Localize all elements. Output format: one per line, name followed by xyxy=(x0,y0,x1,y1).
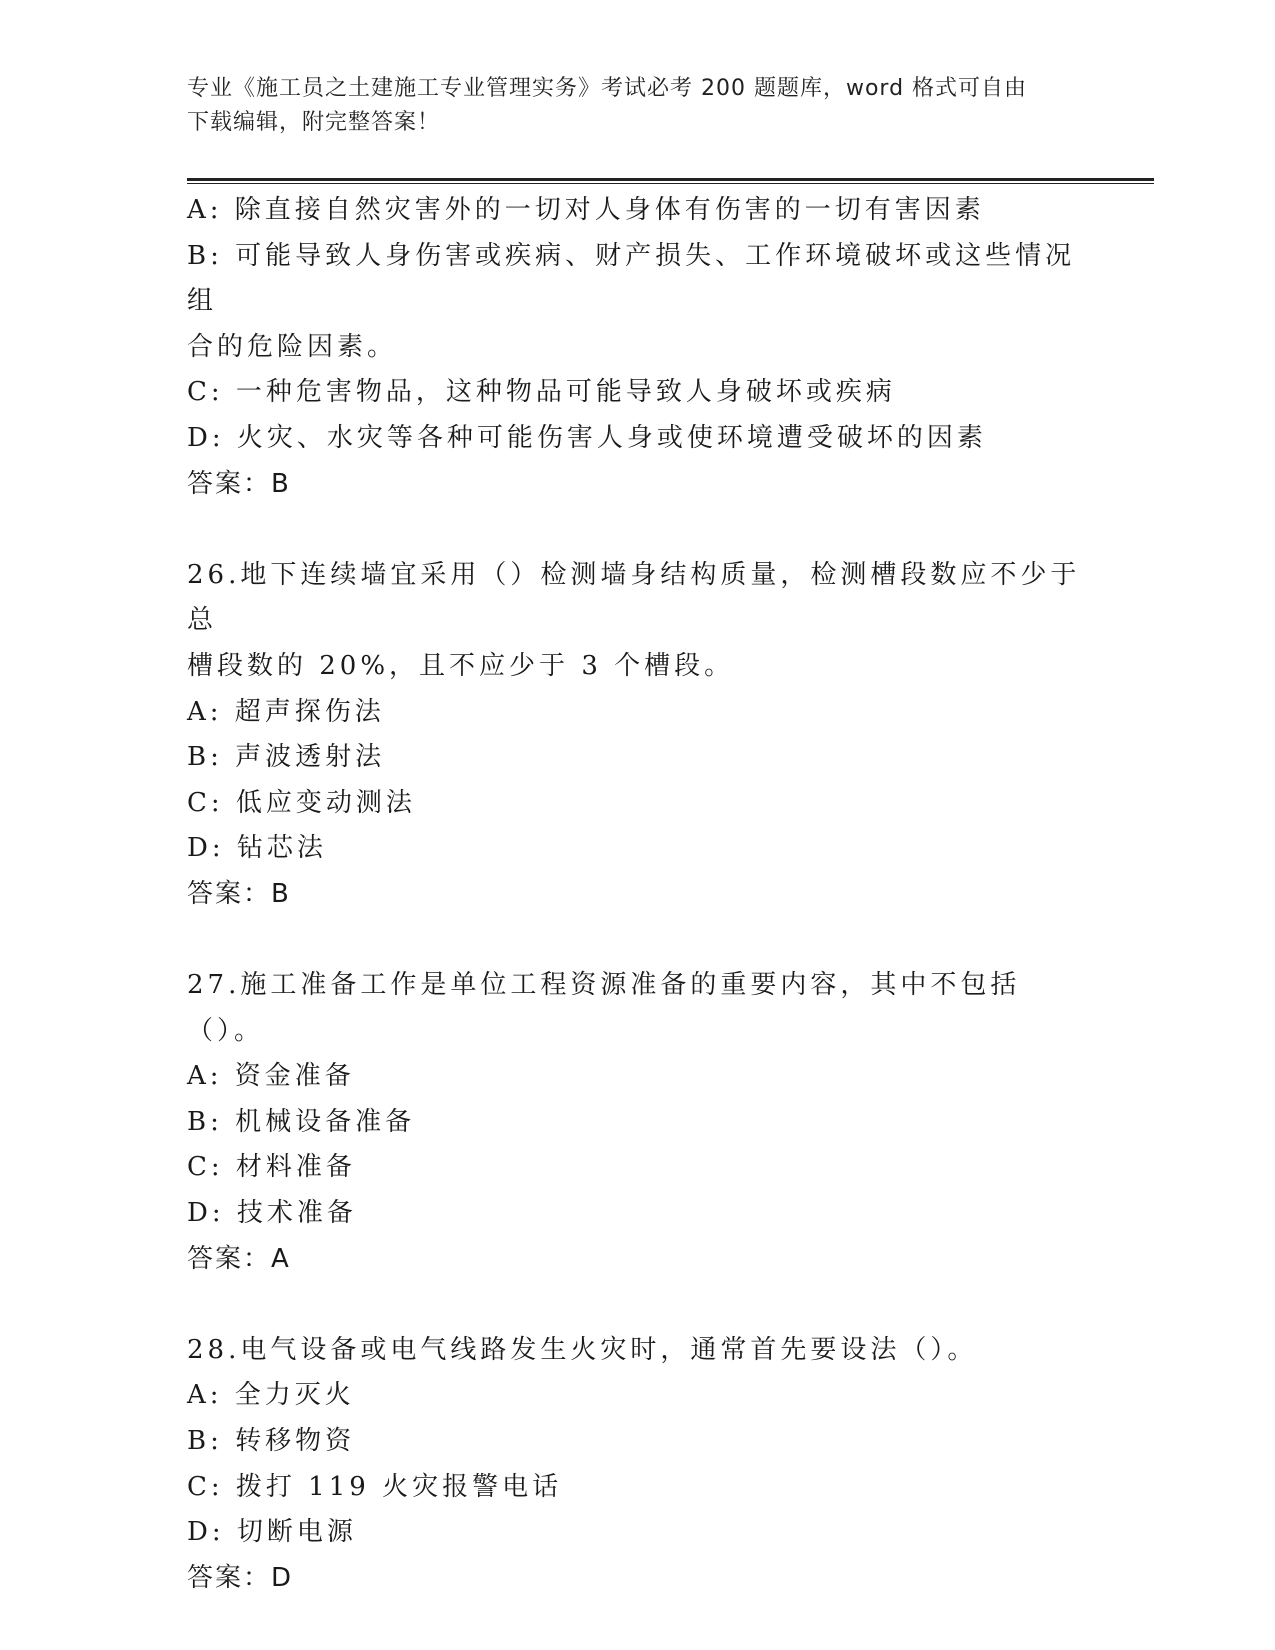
option-b: B: 转移物资 xyxy=(187,1426,356,1457)
question-stem: 27.施工准备工作是单位工程资源准备的重要内容，其中不包括（）。 xyxy=(187,970,1021,1046)
option-d: D: 切断电源 xyxy=(187,1517,357,1548)
question-26-block xyxy=(187,553,1087,918)
option-b: B: 声波透射法 xyxy=(187,742,386,773)
option-a: A: 全力灭火 xyxy=(187,1380,355,1411)
option-d: D: 技术准备 xyxy=(187,1198,357,1229)
header-divider-thin xyxy=(187,183,1154,184)
question-stem: 28.电气设备或电气线路发生火灾时，通常首先要设法（）。 xyxy=(187,1334,978,1365)
option-a: A: 除直接自然灾害外的一切对人身体有伤害的一切有害因素 xyxy=(187,195,985,225)
spacer xyxy=(187,918,1087,964)
option-a: A: 资金准备 xyxy=(187,1061,355,1092)
question-25-block xyxy=(187,188,1087,507)
answer-label: 答案：B xyxy=(187,878,291,909)
option-b: B: 机械设备准备 xyxy=(187,1106,416,1137)
question-stem-line-1: 26.地下连续墙宜采用（）检测墙身结构质量，检测槽段数应不少于总 xyxy=(187,559,1081,636)
header-title-line-2: 下载编辑，附完整答案！ xyxy=(187,110,441,135)
answer-label: 答案：A xyxy=(187,1243,291,1274)
option-b-line-2: 合的危险因素。 xyxy=(187,331,398,362)
option-c: C: 低应变动测法 xyxy=(187,787,416,818)
option-b-line-1: B: 可能导致人身伤害或疾病、财产损失、工作环境破坏或这些情况组 xyxy=(187,240,1076,317)
question-27-block xyxy=(187,963,1087,1282)
option-d: D: 火灾、水灾等各种可能伤害人身或使环境遭受破坏的因素 xyxy=(187,422,987,453)
question-28-block xyxy=(187,1328,1087,1602)
option-c: C: 拨打 119 火灾报警电话 xyxy=(187,1471,563,1502)
answer-label: 答案：B xyxy=(187,468,291,499)
spacer xyxy=(187,1282,1087,1328)
question-list xyxy=(187,188,1087,1601)
document-header xyxy=(187,72,1087,140)
header-title-line-1: 专业《施工员之土建施工专业管理实务》考试必考 200 题题库，word 格式可自由 xyxy=(187,76,1028,101)
header-divider-thick xyxy=(187,178,1154,181)
option-d: D: 钻芯法 xyxy=(187,833,327,864)
spacer xyxy=(187,507,1087,553)
option-c: C: 一种危害物品，这种物品可能导致人身破坏或疾病 xyxy=(187,377,896,408)
option-c: C: 材料准备 xyxy=(187,1152,356,1183)
question-stem-line-2: 槽段数的 20%，且不应少于 3 个槽段。 xyxy=(187,650,735,681)
answer-label: 答案：D xyxy=(187,1562,294,1593)
option-a: A: 超声探伤法 xyxy=(187,696,385,727)
